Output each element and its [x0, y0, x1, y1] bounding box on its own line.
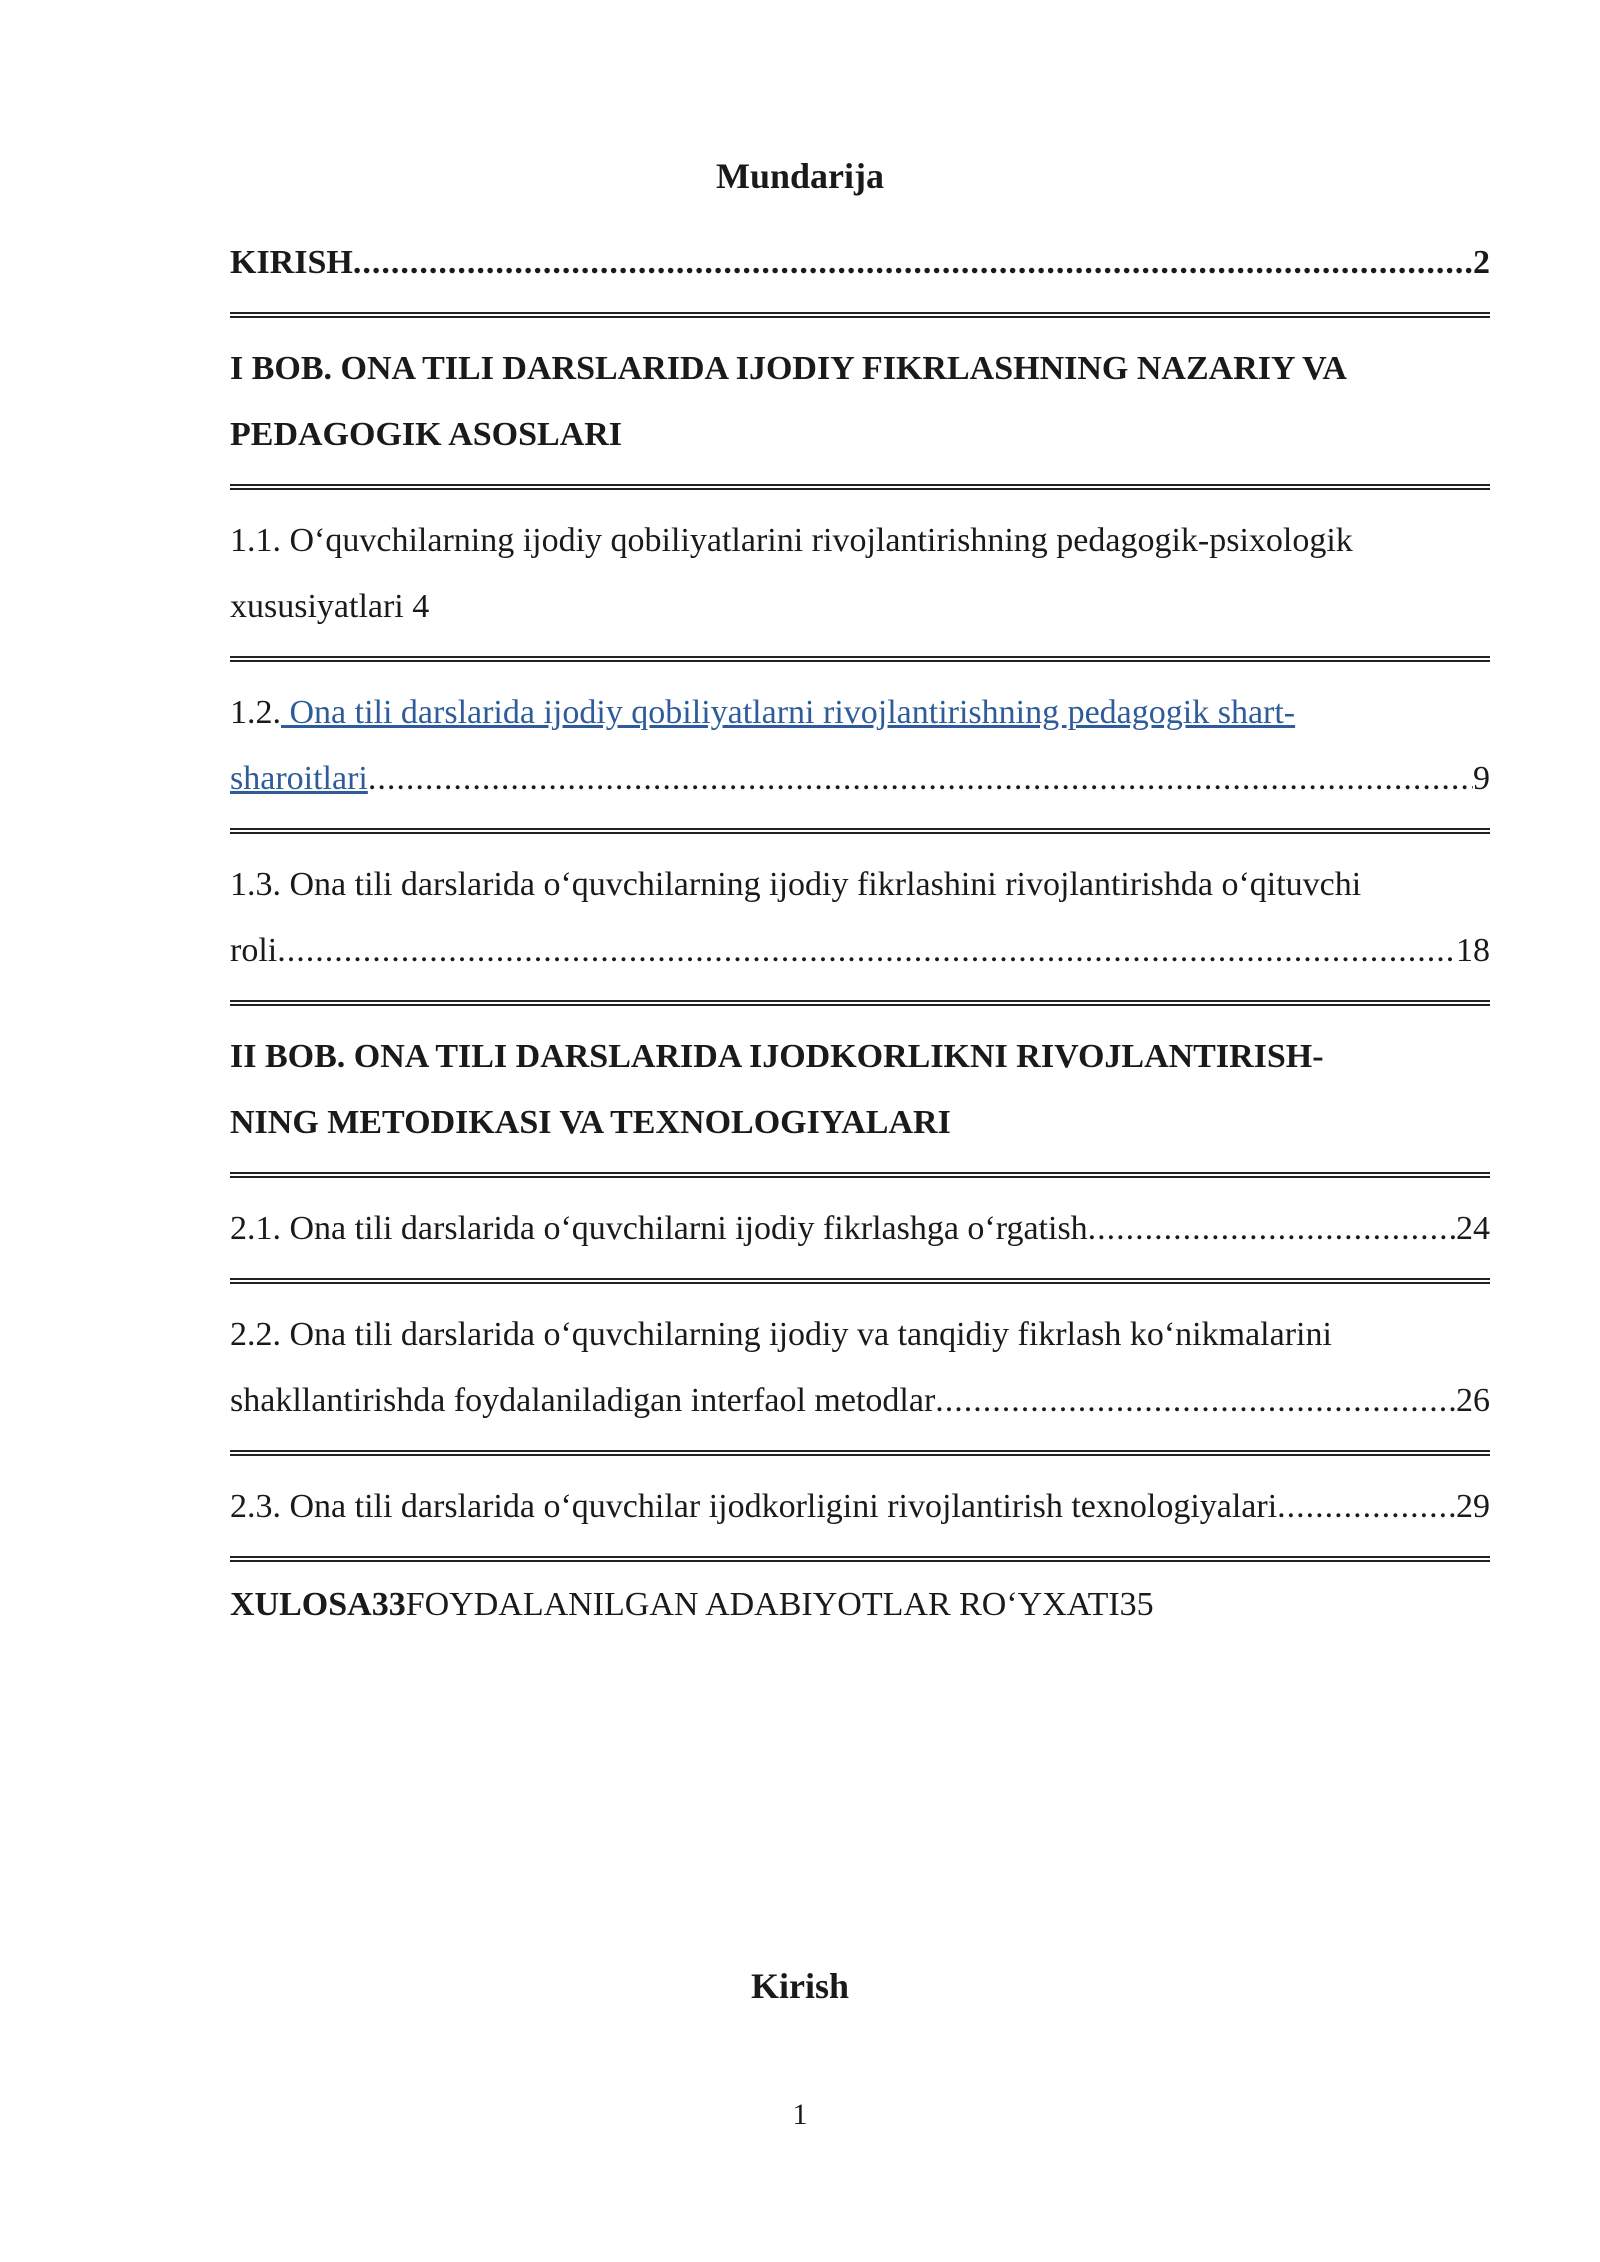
section-number: 1.2.	[230, 694, 281, 731]
toc-entry-line: PEDAGOGIK ASOSLARI	[230, 416, 623, 453]
toc-entry-text: 2.1. Ona tili darslarida o‘quvchilarni ijodiy fikrlashga o‘rgatish	[230, 1210, 1088, 1247]
toc-entry-1-3[interactable]	[230, 852, 1490, 984]
toc-entry-line: xususiyatlari 4	[230, 588, 430, 625]
toc-entry-kirish[interactable]	[230, 230, 1490, 296]
toc-page-number: 24	[1456, 1210, 1490, 1247]
toc-entry-text: KIRISH	[230, 244, 353, 281]
toc-entry-line: I BOB. ONA TILI DARSLARIDA IJODIY FIKRLASHNING NAZARIY VA	[230, 350, 1347, 387]
toc-entry-line: 1.1. O‘quvchilarning ijodiy qobiliyatlarini rivojlantirishning pedagogik-psixologik	[230, 522, 1353, 559]
toc-page-number: 9	[1473, 760, 1490, 797]
toc-entry-line: 2.2. Ona tili darslarida o‘quvchilarning ijodiy va tanqidiy fikrlash ko‘nikmalarini	[230, 1316, 1332, 1353]
dot-leader	[368, 746, 1473, 812]
toc-title: Mundarija	[715, 156, 884, 196]
toc-entry-bob-1[interactable]	[230, 336, 1490, 468]
dot-leader	[935, 1368, 1456, 1434]
toc-entry-line	[230, 680, 1490, 746]
separator	[230, 1556, 1490, 1562]
toc-entry-text: 2.3. Ona tili darslarida o‘quvchilar ijodkorligini rivojlantirish texnologiyalari	[230, 1488, 1278, 1525]
toc-entry-references: FOYDALANILGAN ADABIYOTLAR RO‘YXATI35	[405, 1586, 1154, 1623]
toc-entry-2-3[interactable]	[230, 1474, 1490, 1540]
dot-leader	[1277, 1474, 1456, 1540]
toc-entry-conclusion-references[interactable]	[230, 1580, 1490, 1630]
toc-page-number: 18	[1456, 932, 1490, 969]
toc-entry-line: 1.3. Ona tili darslarida o‘quvchilarning ijodiy fikrlashini rivojlantirishda o‘qituvchi	[230, 866, 1362, 903]
separator	[230, 1000, 1490, 1006]
separator	[230, 828, 1490, 834]
toc-entry-2-1[interactable]	[230, 1196, 1490, 1262]
dot-leader	[1088, 1196, 1456, 1262]
toc-entry-conclusion: XULOSA33	[230, 1586, 406, 1623]
toc-entry-1-2[interactable]	[230, 680, 1490, 812]
toc-page-number: 26	[1456, 1382, 1490, 1419]
toc-entry-line: NING METODIKASI VA TEXNOLOGIYALARI	[230, 1104, 951, 1141]
separator	[230, 484, 1490, 490]
toc-link[interactable]: Ona tili darslarida ijodiy qobiliyatlarni rivojlantirishning pedagogik shart-	[281, 694, 1296, 731]
toc-link[interactable]: sharoitlari	[230, 760, 368, 797]
separator	[230, 312, 1490, 318]
table-of-contents	[230, 230, 1490, 1630]
dot-leader	[353, 230, 1473, 296]
toc-entry-line: II BOB. ONA TILI DARSLARIDA IJODKORLIKNI RIVOJLANTIRISH-	[230, 1038, 1324, 1075]
separator	[230, 656, 1490, 662]
separator	[230, 1450, 1490, 1456]
separator	[230, 1172, 1490, 1178]
dot-leader	[277, 918, 1456, 984]
toc-page-number: 2	[1473, 244, 1490, 281]
toc-entry-text: roli	[230, 932, 278, 969]
toc-entry-text: shakllantirishda foydalaniladigan interfaol metodlar	[230, 1382, 936, 1419]
toc-entry-line	[230, 918, 1490, 984]
page-number: 1	[792, 2098, 808, 2131]
toc-entry-line	[230, 1368, 1490, 1434]
separator	[230, 1278, 1490, 1284]
toc-entry-2-2[interactable]	[230, 1302, 1490, 1434]
toc-page-number: 29	[1456, 1488, 1490, 1525]
toc-entry-bob-2[interactable]	[230, 1024, 1490, 1156]
toc-entry-line	[230, 746, 1490, 812]
toc-entry-1-1[interactable]	[230, 508, 1490, 640]
section-heading: Kirish	[750, 1966, 849, 2006]
